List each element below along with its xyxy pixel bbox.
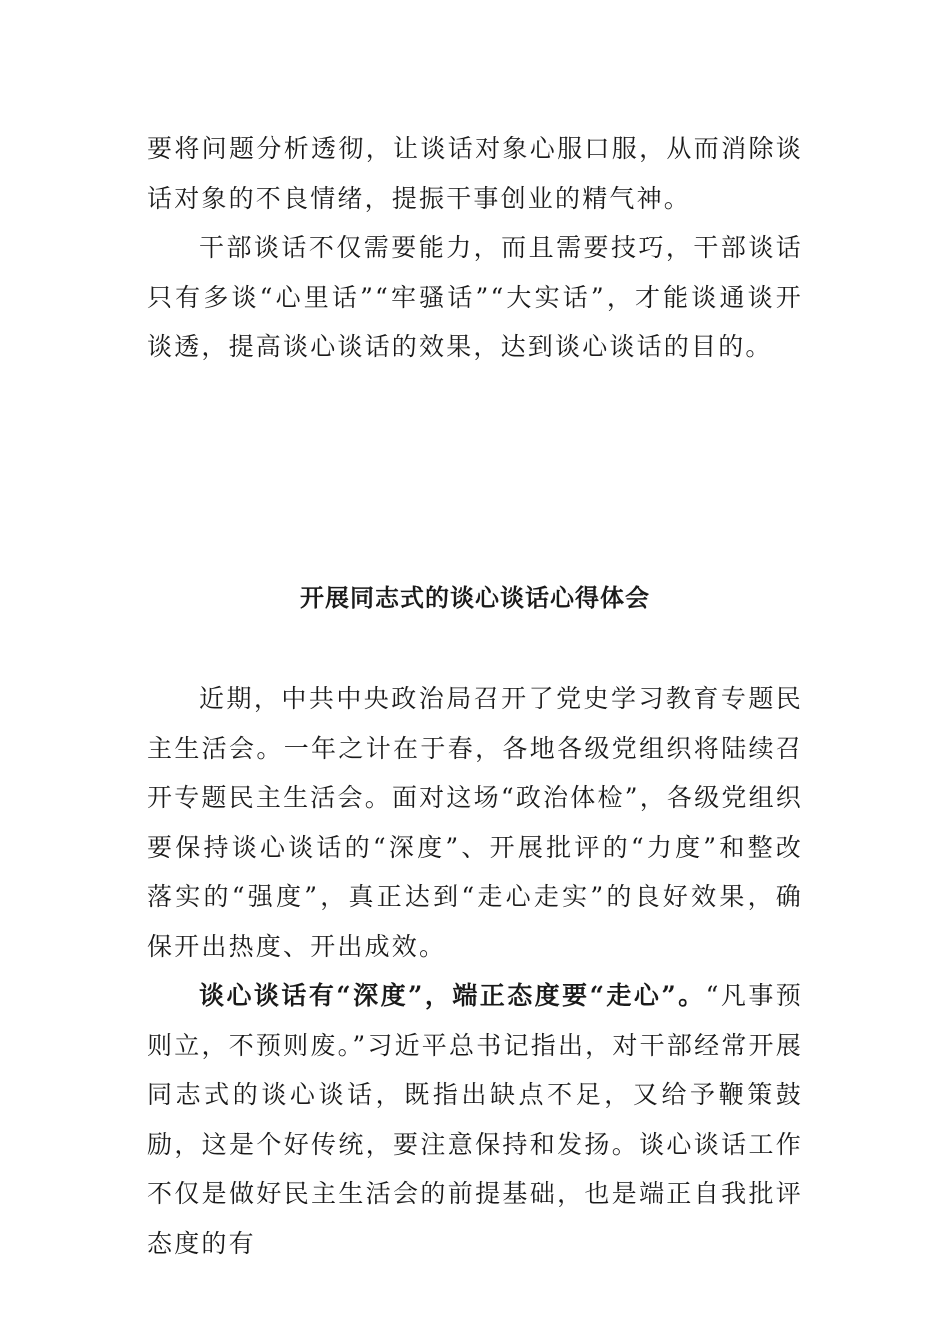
top-text-block — [147, 124, 803, 372]
paragraph-section-1 — [147, 971, 803, 1268]
paragraph-intro: 近期，中共中央政治局召开了党史学习教育专题民主生活会。一年之计在于春，各地各级党组织将陆续召开专题民主生活会。面对这场“政治体检”，各级党组织要保持谈心谈话的“深度”、开展批评的“力度”和整改落实的“强度”，真正达到“走心走实”的良好效果，确保开出热度、开出成效。 — [147, 684, 803, 961]
article-title: 开展同志式的谈心谈话心得体会 — [300, 584, 650, 612]
paragraph-talk-skills: 干部谈话不仅需要能力，而且需要技巧，干部谈话只有多谈“心里话”“牢骚话”“大实话”，才能谈通谈开谈透，提高谈心谈话的效果，达到谈心谈话的目的。 — [147, 233, 803, 361]
section-1-body: “凡事预则立，不预则废。”习近平总书记指出，对干部经常开展同志式的谈心谈话，既指出缺点不足，又给予鞭策鼓励，这是个好传统，要注意保持和发扬。谈心谈话工作不仅是做好民主生活会的前提基础，也是端正自我批评态度的有 — [147, 981, 803, 1258]
article-body — [147, 674, 803, 1268]
paragraph-continuation: 要将问题分析透彻，让谈话对象心服口服，从而消除谈话对象的不良情绪，提振干事创业的精气神。 — [147, 134, 803, 213]
section-1-heading: 谈心谈话有“深度”，端正态度要“走心”。 — [199, 981, 706, 1010]
